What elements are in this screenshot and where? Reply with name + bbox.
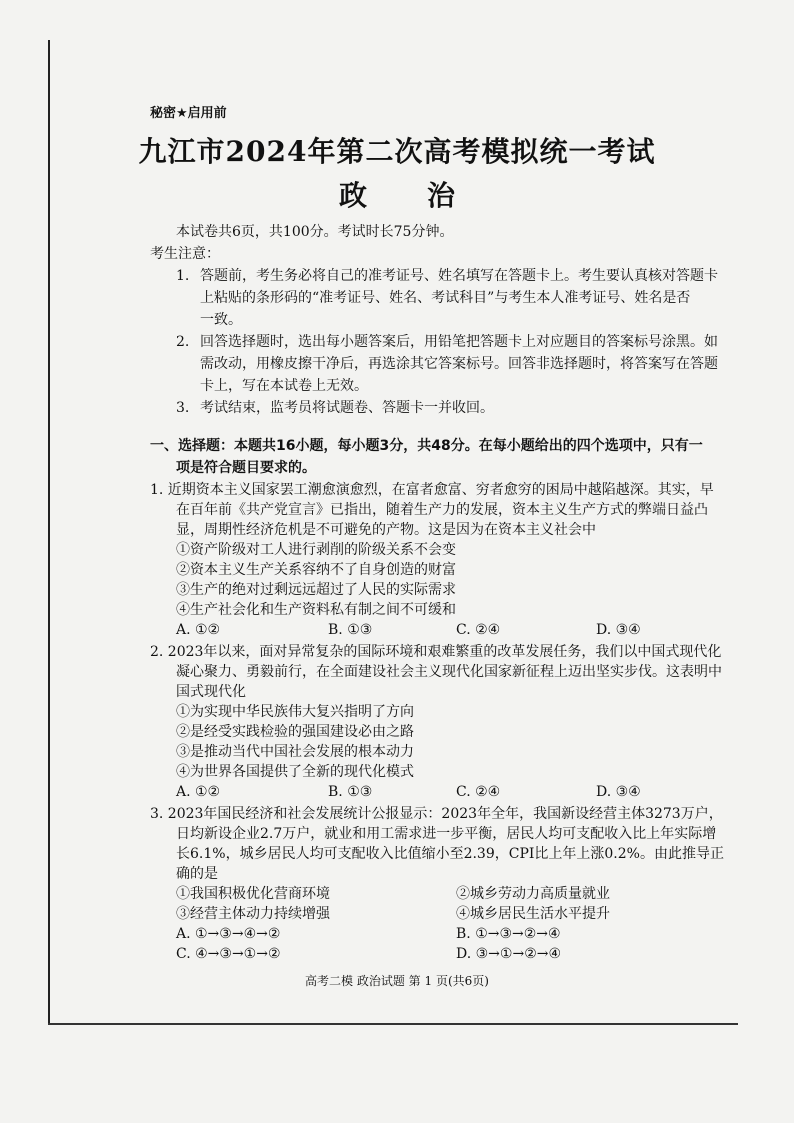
choice-d: D. ③→①→②→④: [456, 946, 562, 962]
choice-a: A. ①②: [176, 622, 221, 638]
question-3-stem: 日均新设企业2.7万户，就业和用工需求进一步平衡，居民人均可支配收入比上年实际增: [176, 826, 717, 842]
choice-d: D. ③④: [596, 622, 641, 638]
choice-d: D. ③④: [596, 784, 641, 800]
choice-c: C. ②④: [456, 784, 501, 800]
question-3-stem: 确的是: [176, 866, 218, 882]
notice-line: 考试结束，监考员将试题卷、答题卡一并收回。: [200, 400, 494, 416]
question-3-item: ④城乡居民生活水平提升: [456, 906, 610, 922]
question-1-stem: 显，周期性经济危机是不可避免的产物。这是因为在资本主义社会中: [176, 522, 596, 538]
notice-number: 3.: [176, 400, 190, 416]
page-footer: 高考二模 政治试题 第 1 页(共6页): [305, 974, 489, 988]
question-1-stem: 在百年前《共产党宣言》已指出，随着生产力的发展，资本主义生产方式的弊端日益凸: [176, 502, 708, 518]
notice-number: 2.: [176, 334, 190, 350]
question-3-stem: 3. 2023年国民经济和社会发展统计公报显示：2023年全年，我国新设经营主体3273万户，: [150, 806, 723, 822]
notice-line: 需改动，用橡皮擦干净后，再选涂其它答案标号。回答非选择题时，将答案写在答题: [200, 356, 718, 372]
choice-b: B. ①③: [328, 784, 373, 800]
notice-number: 1.: [176, 268, 190, 284]
choice-b: B. ①③: [328, 622, 373, 638]
question-1-stem: 1. 近期资本主义国家罢工潮愈演愈烈，在富者愈富、穷者愈穷的困局中越陷越深。其实，早: [150, 482, 714, 498]
question-2-stem: 凝心聚力、勇毅前行，在全面建设社会主义现代化国家新征程上迈出坚实步伐。这表明中: [176, 664, 722, 680]
notice-line: 答题前，考生务必将自己的准考证号、姓名填写在答题卡上。考生要认真核对答题卡: [200, 268, 718, 284]
subject-title: 政治: [338, 179, 515, 212]
question-2-item: ②是经受实践检验的强国建设必由之路: [176, 724, 414, 740]
choice-c: C. ④→③→①→②: [176, 946, 281, 962]
section-heading: 一、选择题：本题共16小题，每小题3分，共48分。在每小题给出的四个选项中，只有一: [150, 438, 703, 454]
question-2-stem: 2. 2023年以来，面对异常复杂的国际环境和艰难繁重的改革发展任务，我们以中国式现代化: [150, 644, 722, 660]
notice-line: 上粘贴的条形码的“准考证号、姓名、考试科目”与考生本人准考证号、姓名是否: [200, 290, 691, 306]
confidential-label: 秘密★启用前: [150, 106, 227, 121]
exam-title: 九江市2024年第二次高考模拟统一考试: [138, 135, 656, 168]
question-1-item: ①资产阶级对工人进行剥削的阶级关系不会变: [176, 542, 456, 558]
question-2-item: ③是推动当代中国社会发展的根本动力: [176, 744, 414, 760]
question-3-item: ①我国积极优化营商环境: [176, 886, 330, 902]
question-3-item: ②城乡劳动力高质量就业: [456, 886, 610, 902]
question-3-stem: 长6.1%，城乡居民人均可支配收入比值缩小至2.39，CPI比上年上涨0.2%。由此推导正: [176, 846, 724, 862]
choice-b: B. ①→③→②→④: [456, 926, 561, 942]
question-3-item: ③经营主体动力持续增强: [176, 906, 330, 922]
notice-line: 卡上，写在本试卷上无效。: [200, 378, 368, 394]
question-2-stem: 国式现代化: [176, 684, 246, 700]
notice-line: 回答选择题时，选出每小题答案后，用铅笔把答题卡上对应题目的答案标号涂黑。如: [200, 334, 718, 350]
choice-c: C. ②④: [456, 622, 501, 638]
notice-title: 考生注意：: [150, 246, 220, 262]
question-1-item: ③生产的绝对过剩远远超过了人民的实际需求: [176, 582, 456, 598]
choice-a: A. ①②: [176, 784, 221, 800]
notice-line: 一致。: [200, 312, 242, 328]
question-1-item: ②资本主义生产关系容纳不了自身创造的财富: [176, 562, 456, 578]
question-2-item: ①为实现中华民族伟大复兴指明了方向: [176, 704, 414, 720]
question-2-item: ④为世界各国提供了全新的现代化模式: [176, 764, 414, 780]
section-heading-cont: 项是符合题目要求的。: [176, 460, 316, 476]
exam-info: 本试卷共6页，共100分。考试时长75分钟。: [176, 224, 454, 240]
choice-a: A. ①→③→④→②: [176, 926, 281, 942]
question-1-item: ④生产社会化和生产资料私有制之间不可缓和: [176, 602, 456, 618]
